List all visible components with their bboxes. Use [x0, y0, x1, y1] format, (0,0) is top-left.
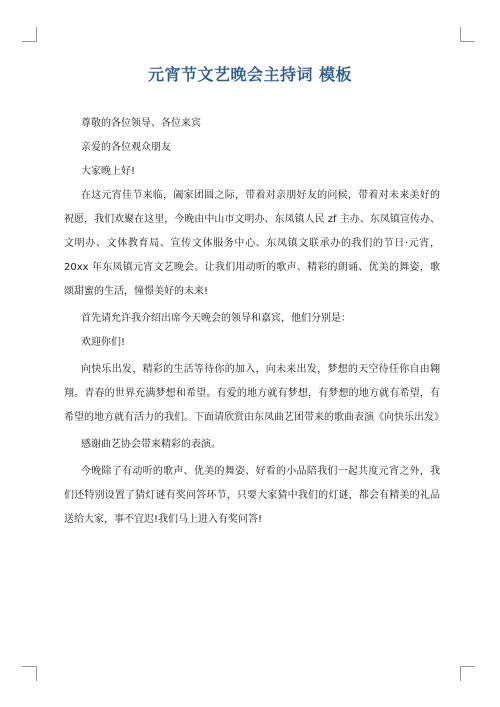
corner-mark-bottom-right	[460, 666, 475, 681]
document-body	[64, 112, 444, 532]
paragraph-opening: 在这元宵佳节来临，阖家团圆之际，带着对亲朋好友的问候，带着对未来美好的祝愿，我们欢聚在这里，今晚由中山市文明办、东凤镇人民 zf 主办、东凤镇宣传办、文明办、文体教育局、宣传文体服务中心、东凤镇文联承办的我们的节日·元宵，20xx 年东凤镇元宵文艺晚会。让我们用动听的歌声、精彩的朗诵、优美的舞姿，歌颂甜蜜的生活，憧憬美好的未来!	[64, 190, 440, 297]
salutation-audience: 亲爱的各位观众朋友	[81, 142, 171, 153]
corner-mark-top-right	[460, 27, 475, 42]
paragraph-lantern-riddles: 今晚除了有动听的歌声、优美的舞姿、好看的小品陪我们一起共度元宵之外，我们还特别设置了猜灯谜有奖问答环节，只要大家猜中我们的灯谜，都会有精美的礼品送给大家，事不宜迟!我们马上进入有奖问答!	[64, 466, 440, 525]
paragraph-welcome: 欢迎你们!	[81, 337, 126, 348]
paragraph-song-intro: 向快乐出发，精彩的生活等待你的加入，向未来出发，梦想的天空待任你自由翱翔。青春的世界充满梦想和希望。有爱的地方就有梦想，有梦想的地方就有希望，有希望的地方就有活力的我们。下面请欣赏由东凤曲艺团带来的歌曲表演《向快乐出发》	[64, 364, 444, 423]
greeting: 大家晚上好!	[81, 166, 136, 177]
corner-mark-bottom-left	[22, 666, 37, 681]
salutation-leaders: 尊敬的各位领导、各位来宾	[81, 118, 201, 129]
paragraph-thanks: 感谢曲艺协会带来精彩的表演。	[81, 439, 221, 450]
document-title: 元宵节文艺晚会主持词 模板	[147, 65, 353, 84]
paragraph-introduction: 首先请允许我介绍出席今天晚会的领导和嘉宾，他们分别是：	[81, 313, 351, 324]
corner-mark-top-left	[22, 27, 37, 42]
